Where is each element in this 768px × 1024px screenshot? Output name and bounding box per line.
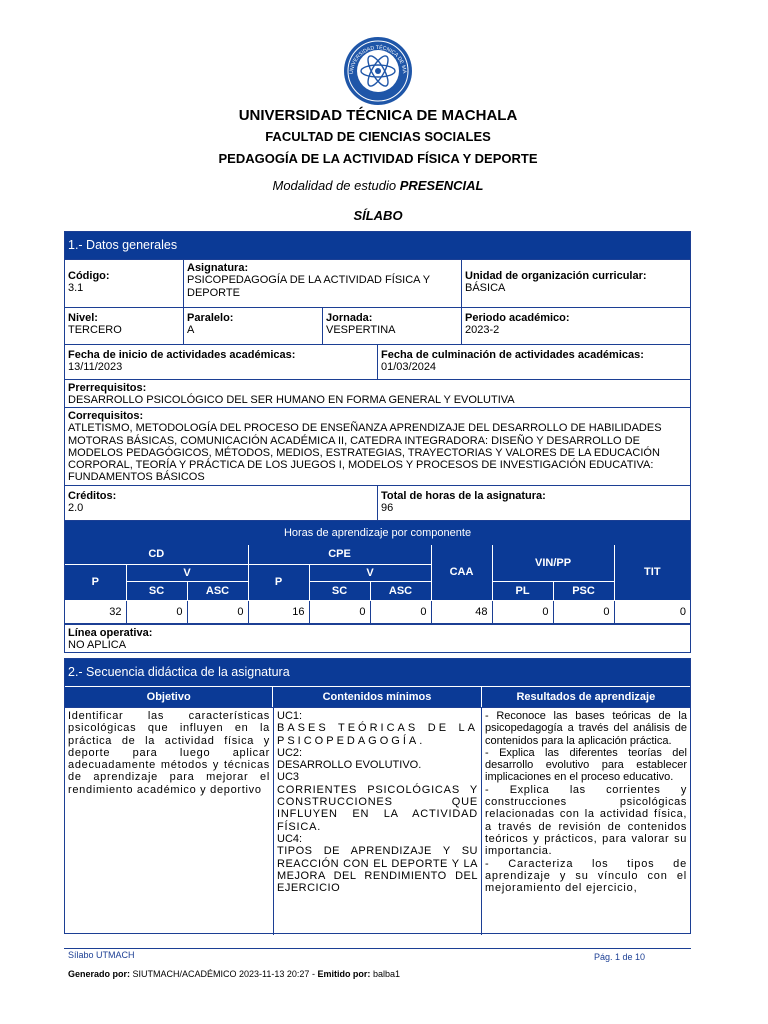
header-cpe-v: V <box>309 564 431 581</box>
header-caa: CAA <box>431 545 492 600</box>
header-cpe-p: P <box>248 564 309 600</box>
cell-codigo: Código: 3.1 <box>68 270 110 295</box>
row-nivel <box>65 307 690 344</box>
contenido-line: TIPOS DE APRENDIZAJE Y SU REACCIÓN CON EL DEPORTE Y LA MEJORA DEL RENDIMIENTO DEL EJERCICIO <box>277 845 478 895</box>
objetivo-text: Identificar las características psicológicas que influyen en la práctica de la actividad física y deporte para luego aplicar adecuadamente métodos y técnicas de aprendizaje para mejorar el rendimiento académico y deportivo <box>68 710 270 796</box>
contenido-line: UC4: <box>277 832 303 845</box>
footer-divider <box>64 948 691 949</box>
cell-total-horas: Total de horas de la asignatura: 96 <box>377 486 690 520</box>
resultado-item: - Explica las corrientes y construcciones psicológicas relacionadas con la actividad física, a través de revisión de contenidos teóricos y prácticos, para valorar su importancia. <box>485 783 687 858</box>
contenido-line: UC1: <box>277 710 303 722</box>
resultado-item: - Explica las diferentes teorías del desarrollo evolutivo para establecer implicaciones en el proceso educativo. <box>485 746 687 784</box>
header-psc: PSC <box>553 581 614 600</box>
row-linea-operativa <box>65 624 690 652</box>
header-cpe-asc: ASC <box>370 581 431 600</box>
horas-values-row <box>65 600 690 623</box>
horas-subheader: Horas de aprendizaje por componente <box>65 520 690 545</box>
contenido-line: UC3 <box>277 771 300 784</box>
contenidos-cell <box>273 708 481 935</box>
row-correquisitos <box>65 407 690 485</box>
cell-linea-operativa: Línea operativa: NO APLICA <box>68 626 153 651</box>
header-cd-asc: ASC <box>187 581 248 600</box>
resultados-cell <box>481 708 690 935</box>
cell-creditos: Créditos: 2.0 <box>68 490 117 515</box>
university-seal-logo <box>340 36 416 106</box>
section-header: 2.- Secuencia didáctica de la asignatura <box>65 659 690 686</box>
value-cd-sc: 0 <box>126 600 187 623</box>
cell-nivel: Nivel: TERCERO <box>68 312 122 337</box>
header-cd-p: P <box>65 564 126 600</box>
row-fechas <box>65 344 690 379</box>
header-cd-sc: SC <box>126 581 187 600</box>
col-resultados: Resultados de aprendizaje <box>481 687 690 707</box>
cell-unidad: Unidad de organización curricular: BÁSICA <box>461 260 690 307</box>
cell-jornada: Jornada: VESPERTINA <box>322 308 461 344</box>
value-cpe-p: 16 <box>248 600 309 623</box>
section-header: 1.- Datos generales <box>65 232 690 259</box>
value-caa: 48 <box>431 600 492 623</box>
horas-table <box>65 545 690 624</box>
datos-generales-section <box>64 231 691 653</box>
value-tit: 0 <box>614 600 690 623</box>
col-contenidos: Contenidos mínimos <box>272 687 480 707</box>
contenido-line: DESARROLLO EVOLUTIVO. <box>277 759 422 772</box>
cell-fecha-inicio: Fecha de inicio de actividades académicas: 13/11/2023 <box>68 349 296 374</box>
modalidad: Modalidad de estudio PRESENCIAL <box>272 178 484 193</box>
header-vinpp: VIN/PP <box>492 545 614 581</box>
col-objetivo: Objetivo <box>146 691 191 703</box>
university-name: UNIVERSIDAD TÉCNICA DE MACHALA <box>238 107 518 124</box>
footer-silabo-label: Sílabo UTMACH <box>68 950 135 960</box>
value-pl: 0 <box>492 600 553 623</box>
value-psc: 0 <box>553 600 614 623</box>
svg-text:UNIVERSIDAD TÉCNICA DE MACHALA: UNIVERSIDAD TÉCNICA DE MA <box>348 44 408 75</box>
resultado-item: - Caracteriza los tipos de aprendizaje y su vínculo con el mejoramiento del ejercicio, <box>485 857 687 895</box>
contenido-line: UC2: <box>277 746 303 759</box>
secuencia-row <box>65 707 690 935</box>
cell-fecha-fin: Fecha de culminación de actividades académicas: 01/03/2024 <box>377 345 690 379</box>
cell-correquisitos: Correquisitos: ATLETISMO, METODOLOGÍA DEL PROCESO DE ENSEÑANZA APRENDIZAJE DEL DESARROLLO DE HABILIDADES MOTORAS BÁSICAS, COMUNICACIÓN ACADÉMICA II, CATEDRA INTEGRADORA: DISEÑO Y DESARROLLO DE MODELOS PEDAGÓGICOS, MÉTODOS, MEDIOS, ESTRATEGIAS, TRAYECTORIAS Y VALORES DE LA EDUCACIÓN CORPORAL, TEORÍA Y PRÁCTICA DE LOS JUEGOS I, MODELOS Y PROCESOS DE INVESTIGACIÓN EDUCATIVA: FUNDAMENTOS BÁSICOS <box>68 410 662 484</box>
row-creditos <box>65 485 690 520</box>
value-cd-asc: 0 <box>187 600 248 623</box>
faculty-name: FACULTAD DE CIENCIAS SOCIALES <box>265 129 491 144</box>
header-pl: PL <box>492 581 553 600</box>
contenido-line: CORRIENTES PSICOLÓGICAS Y CONSTRUCCIONES QUE INFLUYEN EN LA ACTIVIDAD FÍSICA. <box>277 783 478 833</box>
row-codigo <box>65 259 690 307</box>
document-title: SÍLABO <box>353 208 403 223</box>
header-tit: TIT <box>614 545 690 600</box>
career-name: PEDAGOGÍA DE LA ACTIVIDAD FÍSICA Y DEPORTE <box>218 151 538 166</box>
cell-prerrequisitos: Prerrequisitos: DESARROLLO PSICOLÓGICO DEL SER HUMANO EN FORMA GENERAL Y EVOLUTIVA <box>68 382 515 407</box>
generated-by: Generado por: SIUTMACH/ACADÉMICO 2023-11-13 20:27 - Emitido por: balba1 <box>68 969 400 979</box>
cell-periodo: Periodo académico: 2023-2 <box>461 308 690 344</box>
cell-asignatura: Asignatura: PSICOPEDAGOGÍA DE LA ACTIVIDAD FÍSICA Y DEPORTE <box>183 260 461 307</box>
header-cpe: CPE <box>248 545 431 564</box>
value-cd-p: 32 <box>65 600 126 623</box>
header-cpe-sc: SC <box>309 581 370 600</box>
value-cpe-sc: 0 <box>309 600 370 623</box>
row-prerrequisitos <box>65 379 690 407</box>
header-cd-v: V <box>126 564 248 581</box>
resultado-item: - Reconoce las bases teóricas de la psicopedagogía a través del análisis de contenidos para la aplicación práctica. <box>485 710 687 747</box>
secuencia-column-headers <box>65 686 690 707</box>
value-cpe-asc: 0 <box>370 600 431 623</box>
header-cd: CD <box>65 545 248 564</box>
contenido-line: BASES TEÓRICAS DE LA PSICOPEDAGOGÍA. <box>277 722 478 747</box>
page-number: Pág. 1 de 10 <box>594 952 646 962</box>
secuencia-didactica-section <box>64 658 691 934</box>
cell-paralelo: Paralelo: A <box>183 308 322 344</box>
